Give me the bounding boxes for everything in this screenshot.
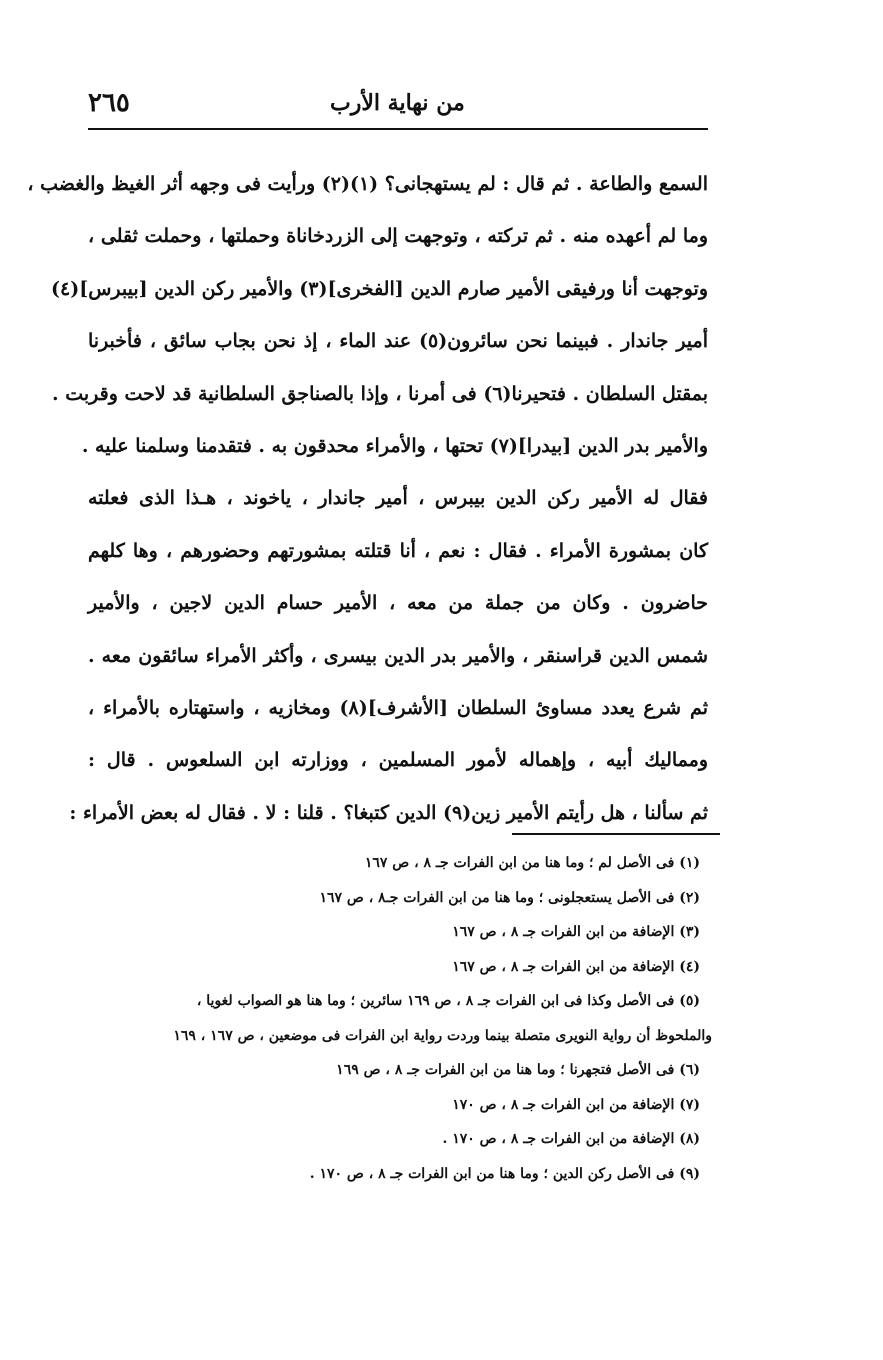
footnote: (٤) الإضافة من ابن الفرات جـ ٨ ، ص ١٦٧ (452, 958, 700, 975)
footnote: (٨) الإضافة من ابن الفرات جـ ٨ ، ص ١٧٠ . (442, 1131, 700, 1147)
text-line: كان بمشورة الأمراء . فقال : نعم ، أنا قتلته بمشورتهم وحضورهم ، وها كلهم (88, 539, 708, 562)
text-line: وتوجهت أنا ورفيقى الأمير صارم الدين [الفخرى](٣) والأمير ركن الدين [بيبرس](٤) (51, 277, 708, 300)
footnote: (٦) فى الأصل فتجهرنا ؛ وما هنا من ابن الفرات جـ ٨ ، ص ١٦٩ (336, 1062, 700, 1078)
text-line: فقال له الأمير ركن الدين بيبرس ، أمير جاندار ، ياخوند ، هـذا الذى فعلته (88, 487, 708, 510)
footnote: (٩) فى الأصل ركن الدين ؛ وما هنا من ابن الفرات جـ ٨ ، ص ١٧٠ . (309, 1165, 700, 1182)
footnote-continuation: والملحوظ أن رواية النويرى متصلة بينما وردت رواية ابن الفرات فى موضعين ، ص ١٦٧ ، ١٦٩ (173, 1027, 712, 1044)
footnote: (١) فى الأصل لم ؛ وما هنا من ابن الفرات جـ ٨ ، ص ١٦٧ (364, 855, 700, 871)
header-rule (88, 128, 708, 130)
footnote-separator (512, 833, 720, 835)
text-line: أمير جاندار . فبينما نحن سائرون(٥) عند الماء ، إذ نحن بجاب سائق ، فأخبرنا (88, 330, 708, 353)
footnote: (٢) فى الأصل يستعجلونى ؛ وما هنا من ابن الفرات جـ٨ ، ص ١٦٧ (319, 889, 700, 906)
text-line: ومماليك أبيه ، وإهماله لأمور المسلمين ، ووزارته ابن السلعوس . قال : (88, 749, 708, 772)
text-line: شمس الدين قراسنقر ، والأمير بدر الدين بيسرى ، وأكثر الأمراء سائقون معه . (88, 644, 708, 667)
main-text (27, 158, 708, 839)
text-line: بمقتل السلطان . فتحيرنا(٦) فى أمرنا ، وإذا بالصناجق السلطانية قد لاحت وقربت . (51, 382, 708, 405)
text-line: حاضرون . وكان من جملة من معه ، الأمير حسام الدين لاجين ، والأمير (88, 592, 708, 615)
footnote: (٥) فى الأصل وكذا فى ابن الفرات جـ ٨ ، ص ١٦٩ سائرين ؛ وما هنا هو الصواب لغويا ، (196, 993, 700, 1009)
running-title: من نهاية الأرب (330, 90, 465, 116)
text-line: السمع والطاعة . ثم قال : لم يستهجانى؟ (١)(٢) ورأيت فى وجهه أثر الغيظ والغضب ، (27, 173, 708, 195)
footnotes (100, 846, 712, 1191)
text-line: ثم سألنا ، هل رأيتم الأمير زين(٩) الدين كتبغا؟ . قلنا : لا . فقال له بعض الأمراء : (69, 801, 708, 824)
text-line: ثم شرع يعدد مساوئ السلطان [الأشرف](٨) ومخازيه ، واستهتاره بالأمراء ، (88, 696, 708, 719)
page-number: ٢٦٥ (88, 88, 130, 118)
text-line: والأمير بدر الدين [بيدرا](٧) تحتها ، والأمراء محدقون به . فتقدمنا وسلمنا عليه . (81, 434, 708, 457)
footnote: (٧) الإضافة من ابن الفرات جـ ٨ ، ص ١٧٠ (452, 1096, 700, 1113)
footnote: (٣) الإضافة من ابن الفرات جـ ٨ ، ص ١٦٧ (452, 924, 700, 940)
text-line: وما لم أعهده منه . ثم تركته ، وتوجهت إلى الزردخاناة وحملتها ، وحملت ثقلى ، (88, 225, 708, 248)
